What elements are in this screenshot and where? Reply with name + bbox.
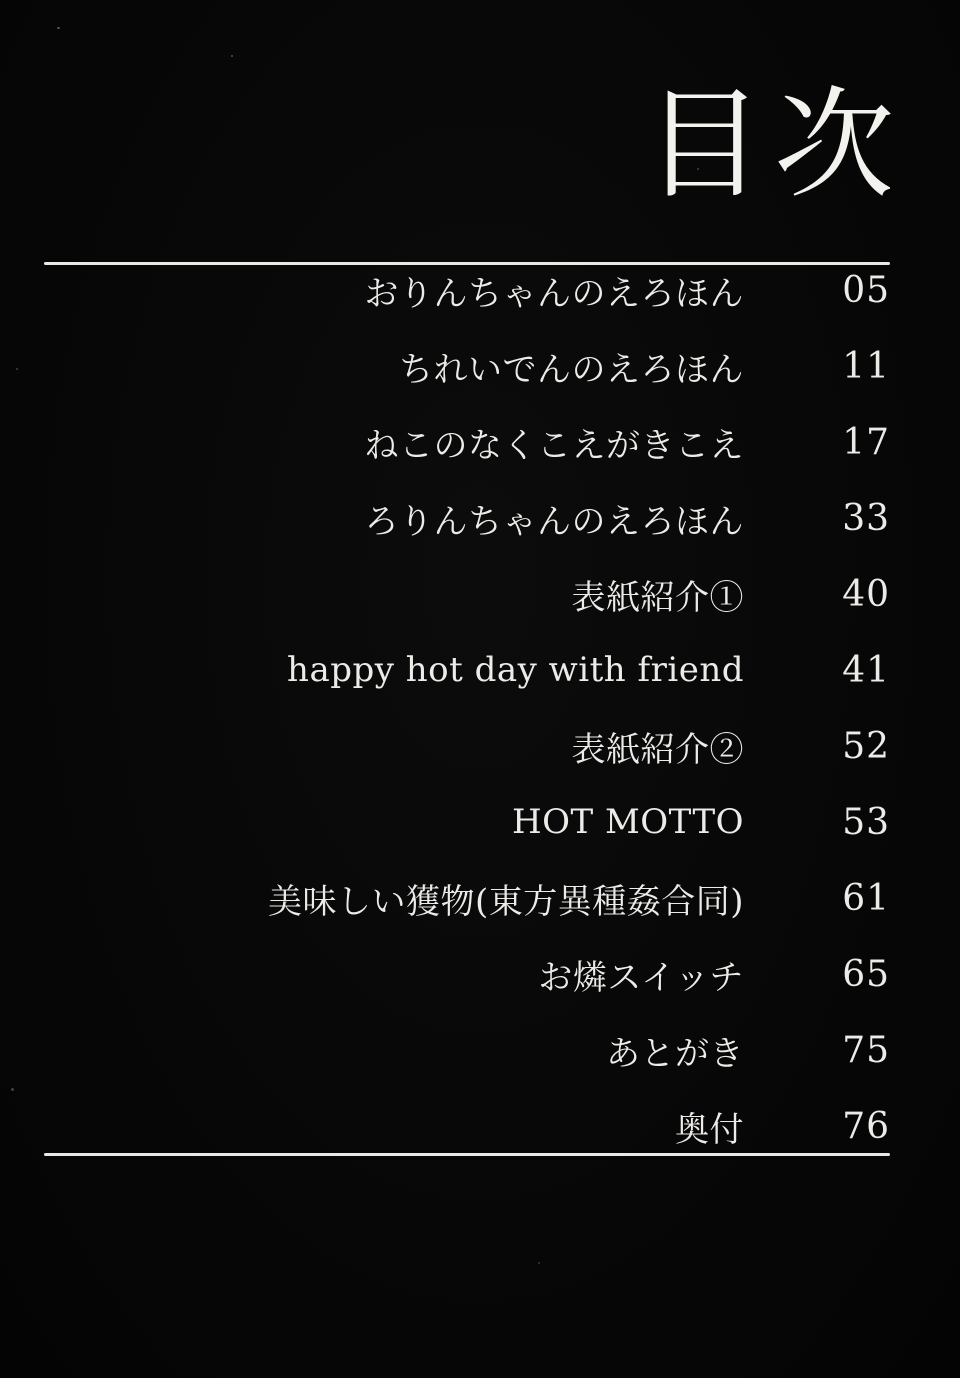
page-title: 目次 [644, 76, 904, 215]
toc-entry-page: 33 [842, 497, 890, 539]
toc-entry [0, 860, 960, 936]
toc-entry [0, 708, 960, 784]
toc-entry-title: 表紙紹介① [571, 577, 744, 618]
toc-entry-page: 61 [842, 877, 890, 919]
scan-speck [697, 168, 699, 170]
toc-entry-page: 75 [842, 1029, 890, 1071]
toc-entry-page: 11 [842, 345, 890, 387]
toc-entry-title: ろりんちゃんのえろほん [364, 501, 744, 542]
toc-entry-page: 40 [842, 573, 890, 615]
toc-entry-page: 17 [842, 421, 890, 463]
toc-entry-title: ねこのなくこえがきこえ [364, 425, 744, 466]
toc-entry-page: 76 [842, 1105, 890, 1147]
toc-entry [0, 1012, 960, 1088]
toc-entry-title: HOT MOTTO [511, 802, 744, 842]
toc-entry-list [0, 252, 960, 1164]
toc-entry-title: 奥付 [675, 1109, 744, 1150]
toc-entry [0, 784, 960, 860]
scan-speck [538, 1262, 540, 1264]
toc-entry [0, 328, 960, 404]
toc-entry-page: 65 [842, 953, 890, 995]
bottom-rule [44, 1153, 890, 1156]
toc-entry-title: 美味しい獲物(東方異種姦合同) [267, 881, 744, 922]
toc-entry-page: 41 [842, 649, 890, 691]
toc-entry [0, 556, 960, 632]
toc-entry [0, 936, 960, 1012]
toc-entry-page: 53 [842, 801, 890, 843]
scan-speck [57, 27, 60, 29]
toc-entry-title: おりんちゃんのえろほん [364, 273, 744, 314]
scan-speck [16, 368, 18, 370]
toc-entry [0, 404, 960, 480]
toc-entry-title: 表紙紹介② [571, 729, 744, 770]
toc-entry-title: happy hot day with friend [287, 650, 744, 690]
toc-entry [0, 480, 960, 556]
toc-entry [0, 252, 960, 328]
toc-entry-page: 05 [842, 269, 890, 311]
toc-entry-page: 52 [842, 725, 890, 767]
scan-speck [11, 1088, 14, 1091]
toc-entry [0, 632, 960, 708]
scan-speck [231, 55, 233, 57]
toc-entry-title: ちれいでんのえろほん [399, 349, 744, 390]
toc-entry-title: あとがき [606, 1033, 744, 1074]
toc-entry-title: お燐スイッチ [538, 957, 744, 998]
